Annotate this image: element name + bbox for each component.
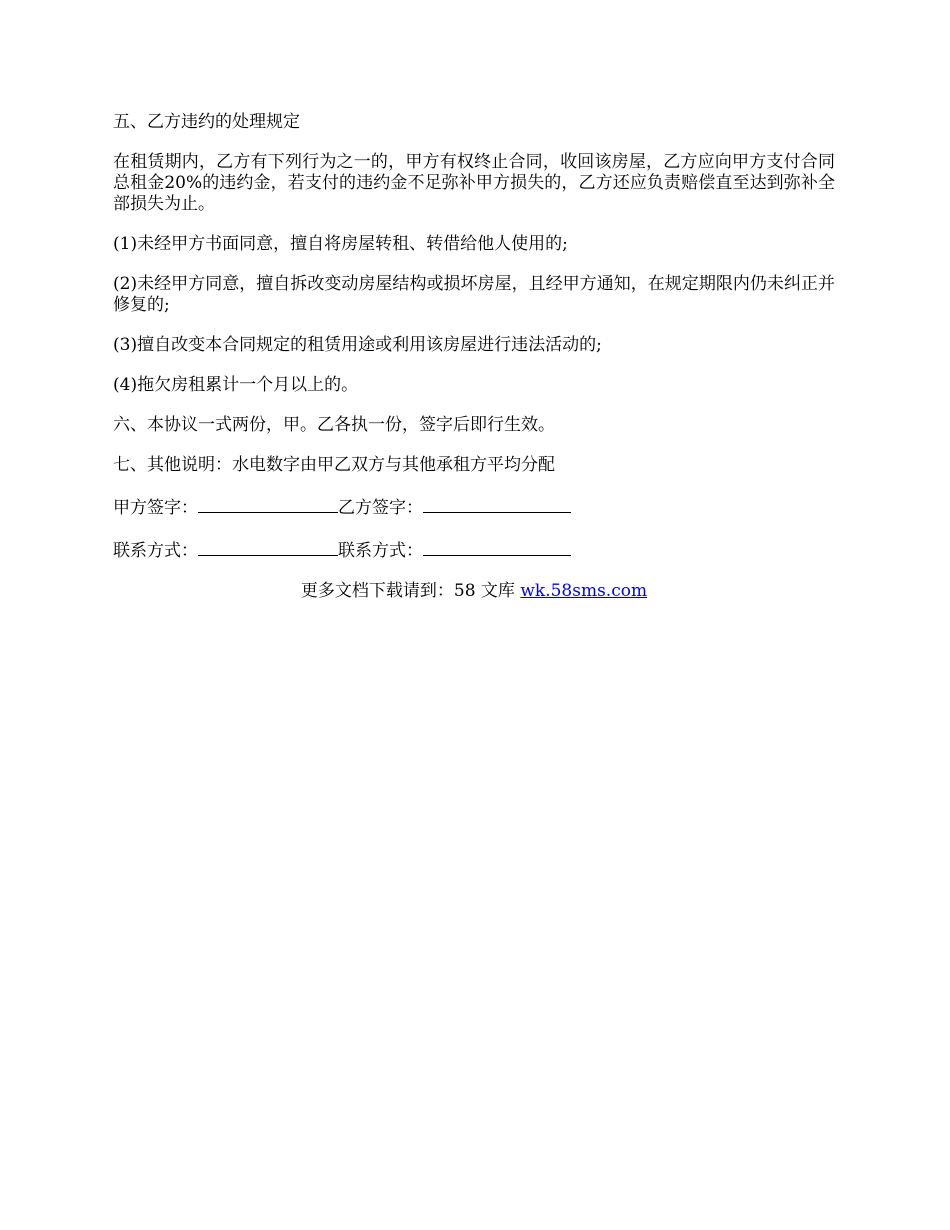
- footer-prefix-text: 更多文档下载请到：58 文库: [300, 581, 521, 601]
- document-page: [113, 112, 835, 602]
- party-a-contact-blank: [198, 538, 338, 556]
- breach-item-3: (3)擅自改变本合同规定的租赁用途或利用该房屋进行违法活动的;: [113, 335, 602, 355]
- download-footer: [113, 581, 835, 602]
- party-a-signature-blank: [198, 495, 338, 513]
- signature-row: [113, 495, 835, 519]
- section-heading-5: 五、乙方违约的处理规定: [113, 112, 300, 132]
- section-heading-7: 七、其他说明：水电数字由甲乙双方与其他承租方平均分配: [113, 455, 555, 475]
- contact-row: [113, 538, 835, 562]
- party-b-signature-blank: [423, 495, 571, 513]
- party-a-signature-label: 甲方签字：: [113, 498, 198, 518]
- breach-item-2: (2)未经甲方同意，擅自拆改变动房屋结构或损坏房屋，且经甲方通知，在规定期限内仍未纠正并修复的;: [113, 274, 835, 315]
- party-b-contact-blank: [423, 538, 571, 556]
- breach-intro-paragraph: 在租赁期内，乙方有下列行为之一的，甲方有权终止合同，收回该房屋，乙方应向甲方支付合同总租金20%的违约金，若支付的违约金不足弥补甲方损失的，乙方还应负责赔偿直至达到弥补全部损失为止。: [113, 152, 835, 214]
- breach-item-4: (4)拖欠房租累计一个月以上的。: [113, 375, 359, 395]
- party-b-signature-label: 乙方签字：: [338, 498, 423, 518]
- party-a-contact-label: 联系方式：: [113, 541, 198, 561]
- section-heading-6: 六、本协议一式两份，甲。乙各执一份，签字后即行生效。: [113, 415, 555, 435]
- party-b-contact-label: 联系方式：: [338, 541, 423, 561]
- breach-item-1: (1)未经甲方书面同意，擅自将房屋转租、转借给他人使用的;: [113, 234, 568, 254]
- footer-link[interactable]: wk.58sms.com: [520, 581, 648, 601]
